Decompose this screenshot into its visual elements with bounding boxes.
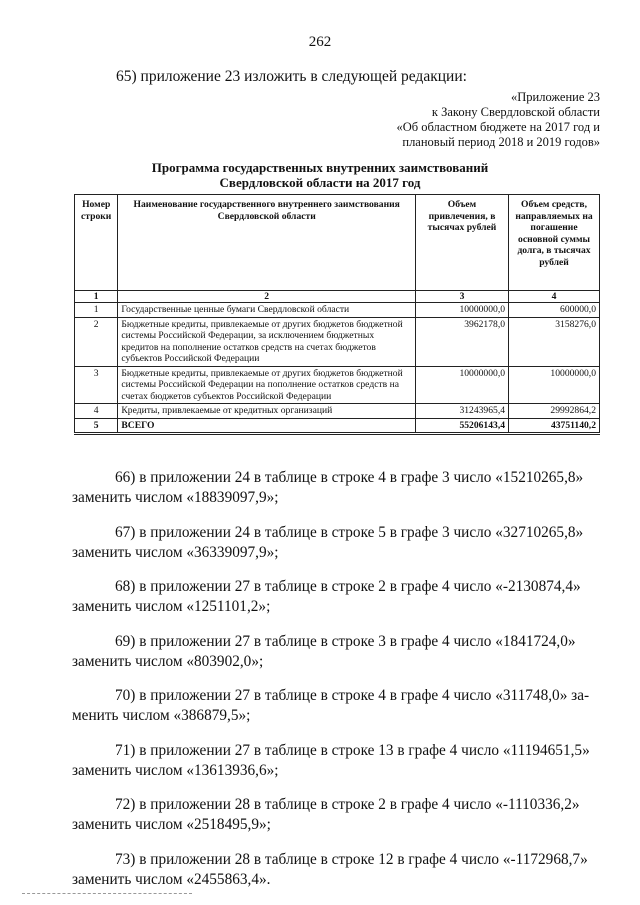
amendment-text: 73) в приложении 28 в таблице в строке 12 в графе 4 число «-1172968,7» — [115, 850, 588, 868]
row-number: 2 — [75, 317, 118, 366]
row-repayment-value: 3158276,0 — [509, 317, 600, 366]
amendment-text: заменить числом «1251101,2»; — [72, 598, 271, 615]
header-repayment-volume: Объем средств, направляемых на погашение основной суммы долга, в тысячах рублей — [509, 195, 600, 291]
header-name: Наименование государственного внутреннего заимствования Свердловской области — [118, 195, 416, 291]
amendment-text: 70) в приложении 27 в таблице в строке 4 в графе 4 число «311748,0» за- — [115, 687, 590, 704]
amendment-text: 71) в приложении 27 в таблице в строке 13 в графе 4 число «11194651,5» — [115, 741, 590, 759]
table-row — [75, 303, 600, 318]
row-name: Кредиты, привлекаемые от кредитных организаций — [118, 404, 416, 419]
header-attraction-volume: Объем привлечения, в тысячах рублей — [416, 195, 509, 291]
table-header-row — [75, 195, 600, 291]
appendix-line: «Об областном бюджете на 2017 год и — [396, 120, 600, 134]
appendix-header — [396, 90, 600, 150]
row-attraction-value: 31243965,4 — [416, 404, 509, 419]
row-number: 5 — [75, 418, 118, 434]
title-line: Свердловской области на 2017 год — [219, 175, 421, 190]
borrowing-program-table — [74, 194, 600, 435]
amendment-item — [72, 850, 600, 890]
footer-divider — [22, 893, 192, 894]
column-index: 3 — [416, 291, 509, 303]
table-row — [75, 317, 600, 366]
amendment-item — [72, 632, 600, 672]
amendment-text: заменить числом «2518495,9»; — [72, 816, 271, 833]
amendment-text: заменить числом «18839097,9»; — [72, 489, 279, 506]
table-row-total — [75, 418, 600, 434]
amendment-text: заменить числом «13613936,6»; — [72, 761, 279, 779]
amendment-item — [72, 468, 600, 508]
column-index: 2 — [118, 291, 416, 303]
row-repayment-value: 10000000,0 — [509, 366, 600, 404]
amendment-text: 72) в приложении 28 в таблице в строке 2 в графе 4 число «-1110336,2» — [115, 796, 580, 813]
row-name: Бюджетные кредиты, привлекаемые от других бюджетов бюджетной системы Российской Федерации на пополнение остатков средств на счетах бюджетов субъектов Российской Федерации — [118, 366, 416, 404]
column-index-row — [75, 291, 600, 303]
row-attraction-value: 10000000,0 — [416, 366, 509, 404]
amendment-text: заменить числом «803902,0»; — [72, 652, 264, 670]
appendix-line: «Приложение 23 — [511, 90, 600, 104]
amendment-text: заменить числом «2455863,4». — [72, 870, 271, 888]
column-index: 4 — [509, 291, 600, 303]
row-repayment-value: 43751140,2 — [509, 418, 600, 434]
row-name: Бюджетные кредиты, привлекаемые от других бюджетов бюджетной системы Российской Федерации, за исключением бюджетных кредитов на пополнение остатков средств на счетах бюджетов субъектов Российской Федерации — [118, 317, 416, 366]
amendment-item — [72, 523, 600, 563]
header-row-number: Номер строки — [75, 195, 118, 291]
page-number: 262 — [308, 34, 332, 50]
row-attraction-value: 3962178,0 — [416, 317, 509, 366]
row-repayment-value: 29992864,2 — [509, 404, 600, 419]
row-number: 1 — [75, 303, 118, 318]
amendments-list — [72, 468, 600, 904]
row-repayment-value: 600000,0 — [509, 303, 600, 318]
row-attraction-value: 10000000,0 — [416, 303, 509, 318]
amendment-item — [72, 795, 600, 835]
row-attraction-value: 55206143,4 — [416, 418, 509, 434]
amendment-text: 68) в приложении 27 в таблице в строке 2 в графе 4 число «-2130874,4» — [115, 578, 581, 595]
amendment-item — [72, 577, 600, 617]
title-line: Программа государственных внутренних заимствований — [151, 160, 489, 175]
row-number: 3 — [75, 366, 118, 404]
amendment-item — [72, 686, 600, 726]
amendment-text: 69) в приложении 27 в таблице в строке 3 в графе 4 число «1841724,0» — [115, 632, 576, 650]
row-name: Государственные ценные бумаги Свердловской области — [118, 303, 416, 318]
column-index: 1 — [75, 291, 118, 303]
document-title — [0, 160, 640, 190]
amendment-item — [72, 741, 600, 781]
amendment-text: 66) в приложении 24 в таблице в строке 4 в графе 3 число «15210265,8» — [115, 469, 584, 486]
amendment-text: заменить числом «36339097,9»; — [72, 543, 279, 561]
table-row — [75, 366, 600, 404]
intro-paragraph: 65) приложение 23 изложить в следующей редакции: — [116, 68, 467, 85]
table-row — [75, 404, 600, 419]
amendment-text: менить числом «386879,5»; — [72, 707, 251, 724]
amendment-text: 67) в приложении 24 в таблице в строке 5 в графе 3 число «32710265,8» — [115, 523, 584, 541]
row-number: 4 — [75, 404, 118, 419]
appendix-line: плановый период 2018 и 2019 годов» — [402, 135, 600, 149]
appendix-line: к Закону Свердловской области — [431, 105, 600, 119]
row-name: ВСЕГО — [118, 418, 416, 434]
